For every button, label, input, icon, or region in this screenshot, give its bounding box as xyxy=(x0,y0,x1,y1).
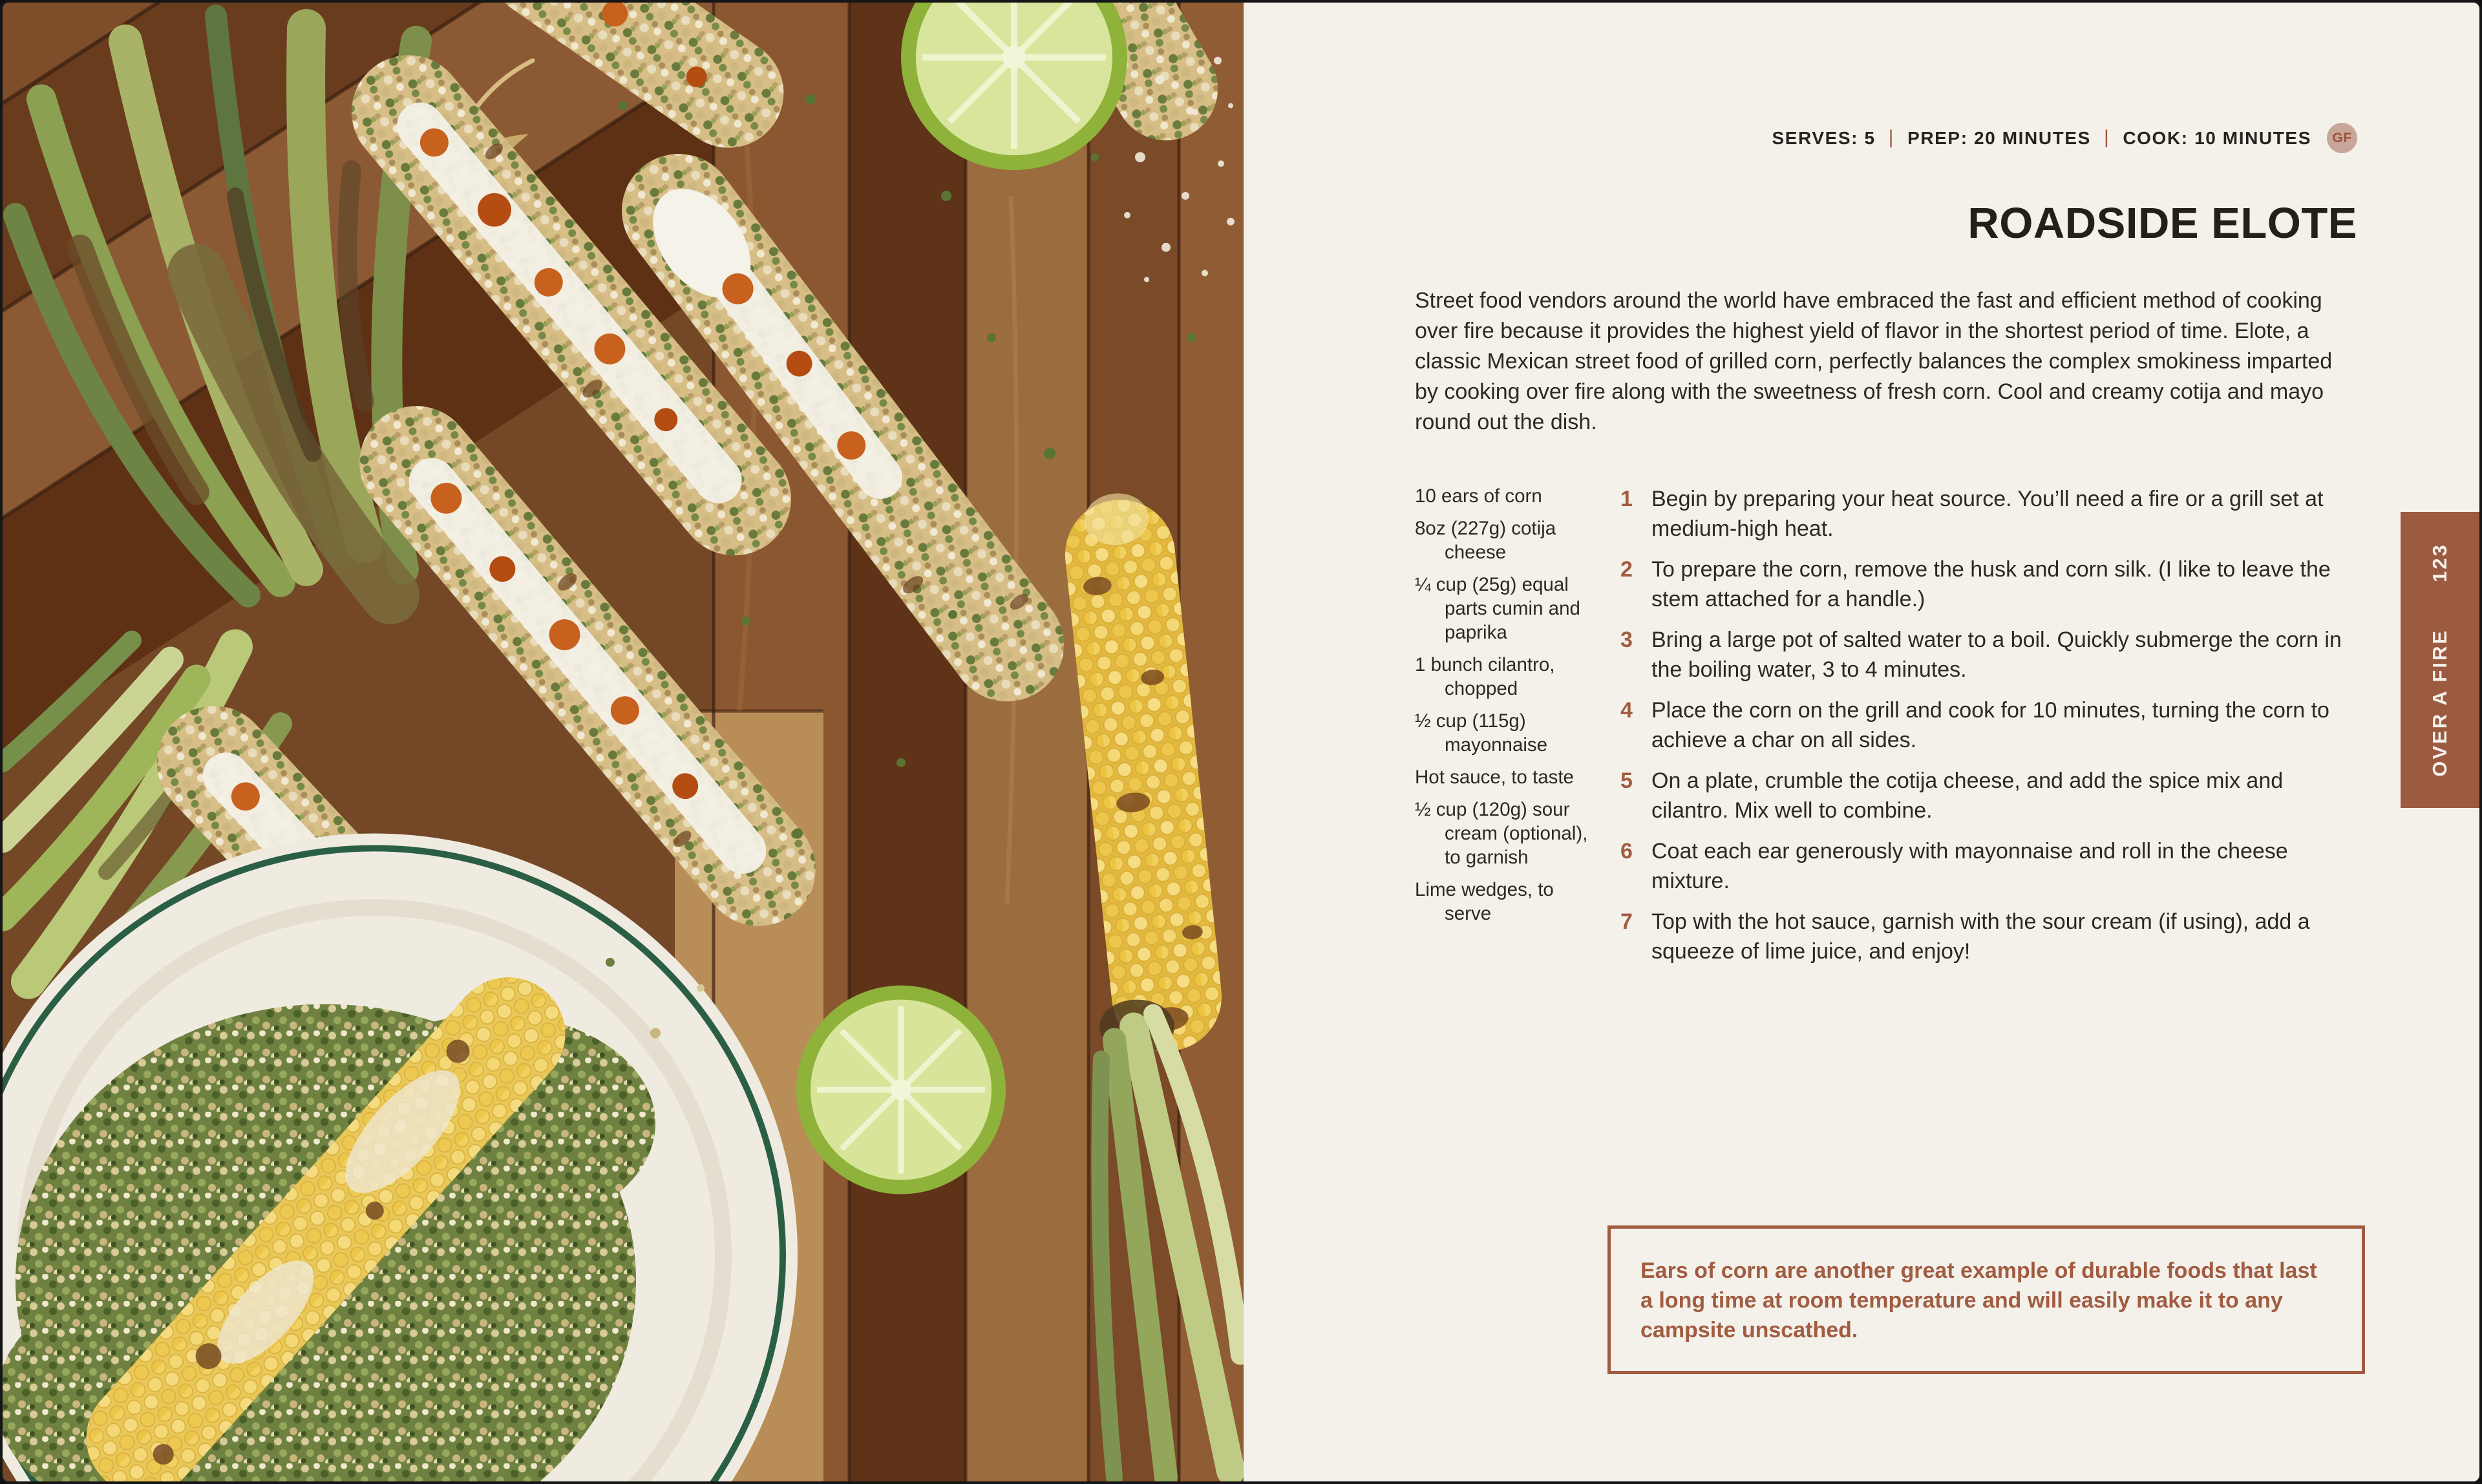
meta-separator: | xyxy=(2103,126,2110,148)
ingredient-item: Lime wedges, to serve xyxy=(1415,879,1554,924)
ingredient-item: ¼ cup (25g) equal parts cumin and paprika xyxy=(1415,574,1580,643)
step-number: 7 xyxy=(1620,909,1633,934)
step-text: Place the corn on the grill and cook for 10 minutes, turning the corn to achieve a char on all sides. xyxy=(1651,698,2329,752)
photo-lime-center xyxy=(796,986,1006,1194)
step-number: 6 xyxy=(1620,839,1633,864)
recipe-photo-illustration xyxy=(3,3,1244,1481)
recipe-content xyxy=(1415,3,2357,977)
page-number: 123 xyxy=(2428,543,2451,582)
ingredient-item: 8oz (227g) cotija cheese xyxy=(1415,518,1556,563)
chapter-label: OVER A FIRE xyxy=(2428,628,2451,777)
step-item xyxy=(1620,836,2357,896)
page-title: ROADSIDE ELOTE xyxy=(1968,199,2357,248)
step-number: 1 xyxy=(1620,487,1633,511)
ingredient-item: 10 ears of corn xyxy=(1415,485,1542,507)
recipe-intro: Street food vendors around the world have embraced the fast and efficient method of cooking over fire because it provides the highest yield of flavor in the shortest period of time. Elote, a classic Mexican street food of grilled corn, perfectly balances the complex smokiness imparted by cooking over fire along with the sweetness of fresh corn. Cool and creamy cotija and mayo round out the dish. xyxy=(1415,288,2333,434)
step-text: Bring a large pot of salted water to a boil. Quickly submerge the corn in the boiling water, 3 to 4 minutes. xyxy=(1651,628,2342,682)
step-item xyxy=(1620,625,2357,684)
step-number: 2 xyxy=(1620,557,1633,582)
recipe-photo xyxy=(3,3,1244,1481)
gluten-free-badge: GF xyxy=(2327,123,2357,153)
ingredient-item: 1 bunch cilantro, chopped xyxy=(1415,654,1555,699)
serves-label: SERVES: 5 xyxy=(1772,127,1876,148)
chapter-side-tab-inner xyxy=(2401,512,2479,808)
step-text: On a plate, crumble the cotija cheese, and add the spice mix and cilantro. Mix well to combine. xyxy=(1651,768,2284,823)
step-text: To prepare the corn, remove the husk and corn silk. (I like to leave the stem attached for a handle.) xyxy=(1651,557,2331,611)
prep-label: PREP: 20 MINUTES xyxy=(1907,127,2091,148)
step-item xyxy=(1620,484,2357,544)
step-item xyxy=(1620,695,2357,755)
ingredients-list xyxy=(1415,484,1604,977)
step-item xyxy=(1620,766,2357,825)
recipe-page xyxy=(1244,3,2479,1481)
ingredient-item: ½ cup (120g) sour cream (optional), to garnish xyxy=(1415,799,1588,868)
steps-list xyxy=(1620,484,2357,977)
meta-separator: | xyxy=(1888,126,1895,148)
tip-callout-box xyxy=(1607,1225,2365,1374)
ingredient-item: ½ cup (115g) mayonnaise xyxy=(1415,710,1548,756)
recipe-meta xyxy=(1415,123,2357,153)
cook-label: COOK: 10 MINUTES xyxy=(2123,127,2311,148)
step-number: 4 xyxy=(1620,698,1633,723)
step-text: Coat each ear generously with mayonnaise and roll in the cheese mixture. xyxy=(1651,839,2288,893)
step-number: 5 xyxy=(1620,768,1633,793)
step-text: Begin by preparing your heat source. You’ll need a fire or a grill set at medium-high heat. xyxy=(1651,487,2324,541)
chapter-side-tab xyxy=(2401,512,2479,808)
ingredient-item: Hot sauce, to taste xyxy=(1415,767,1574,788)
step-item xyxy=(1620,907,2357,966)
recipe-columns xyxy=(1415,484,2357,977)
tip-callout-text: Ears of corn are another great example of durable foods that last a long time at room temperature and will easily make it to any campsite unscathed. xyxy=(1640,1258,2317,1342)
step-number: 3 xyxy=(1620,628,1633,652)
step-item xyxy=(1620,555,2357,614)
step-text: Top with the hot sauce, garnish with the sour cream (if using), add a squeeze of lime juice, and enjoy! xyxy=(1651,909,2310,964)
